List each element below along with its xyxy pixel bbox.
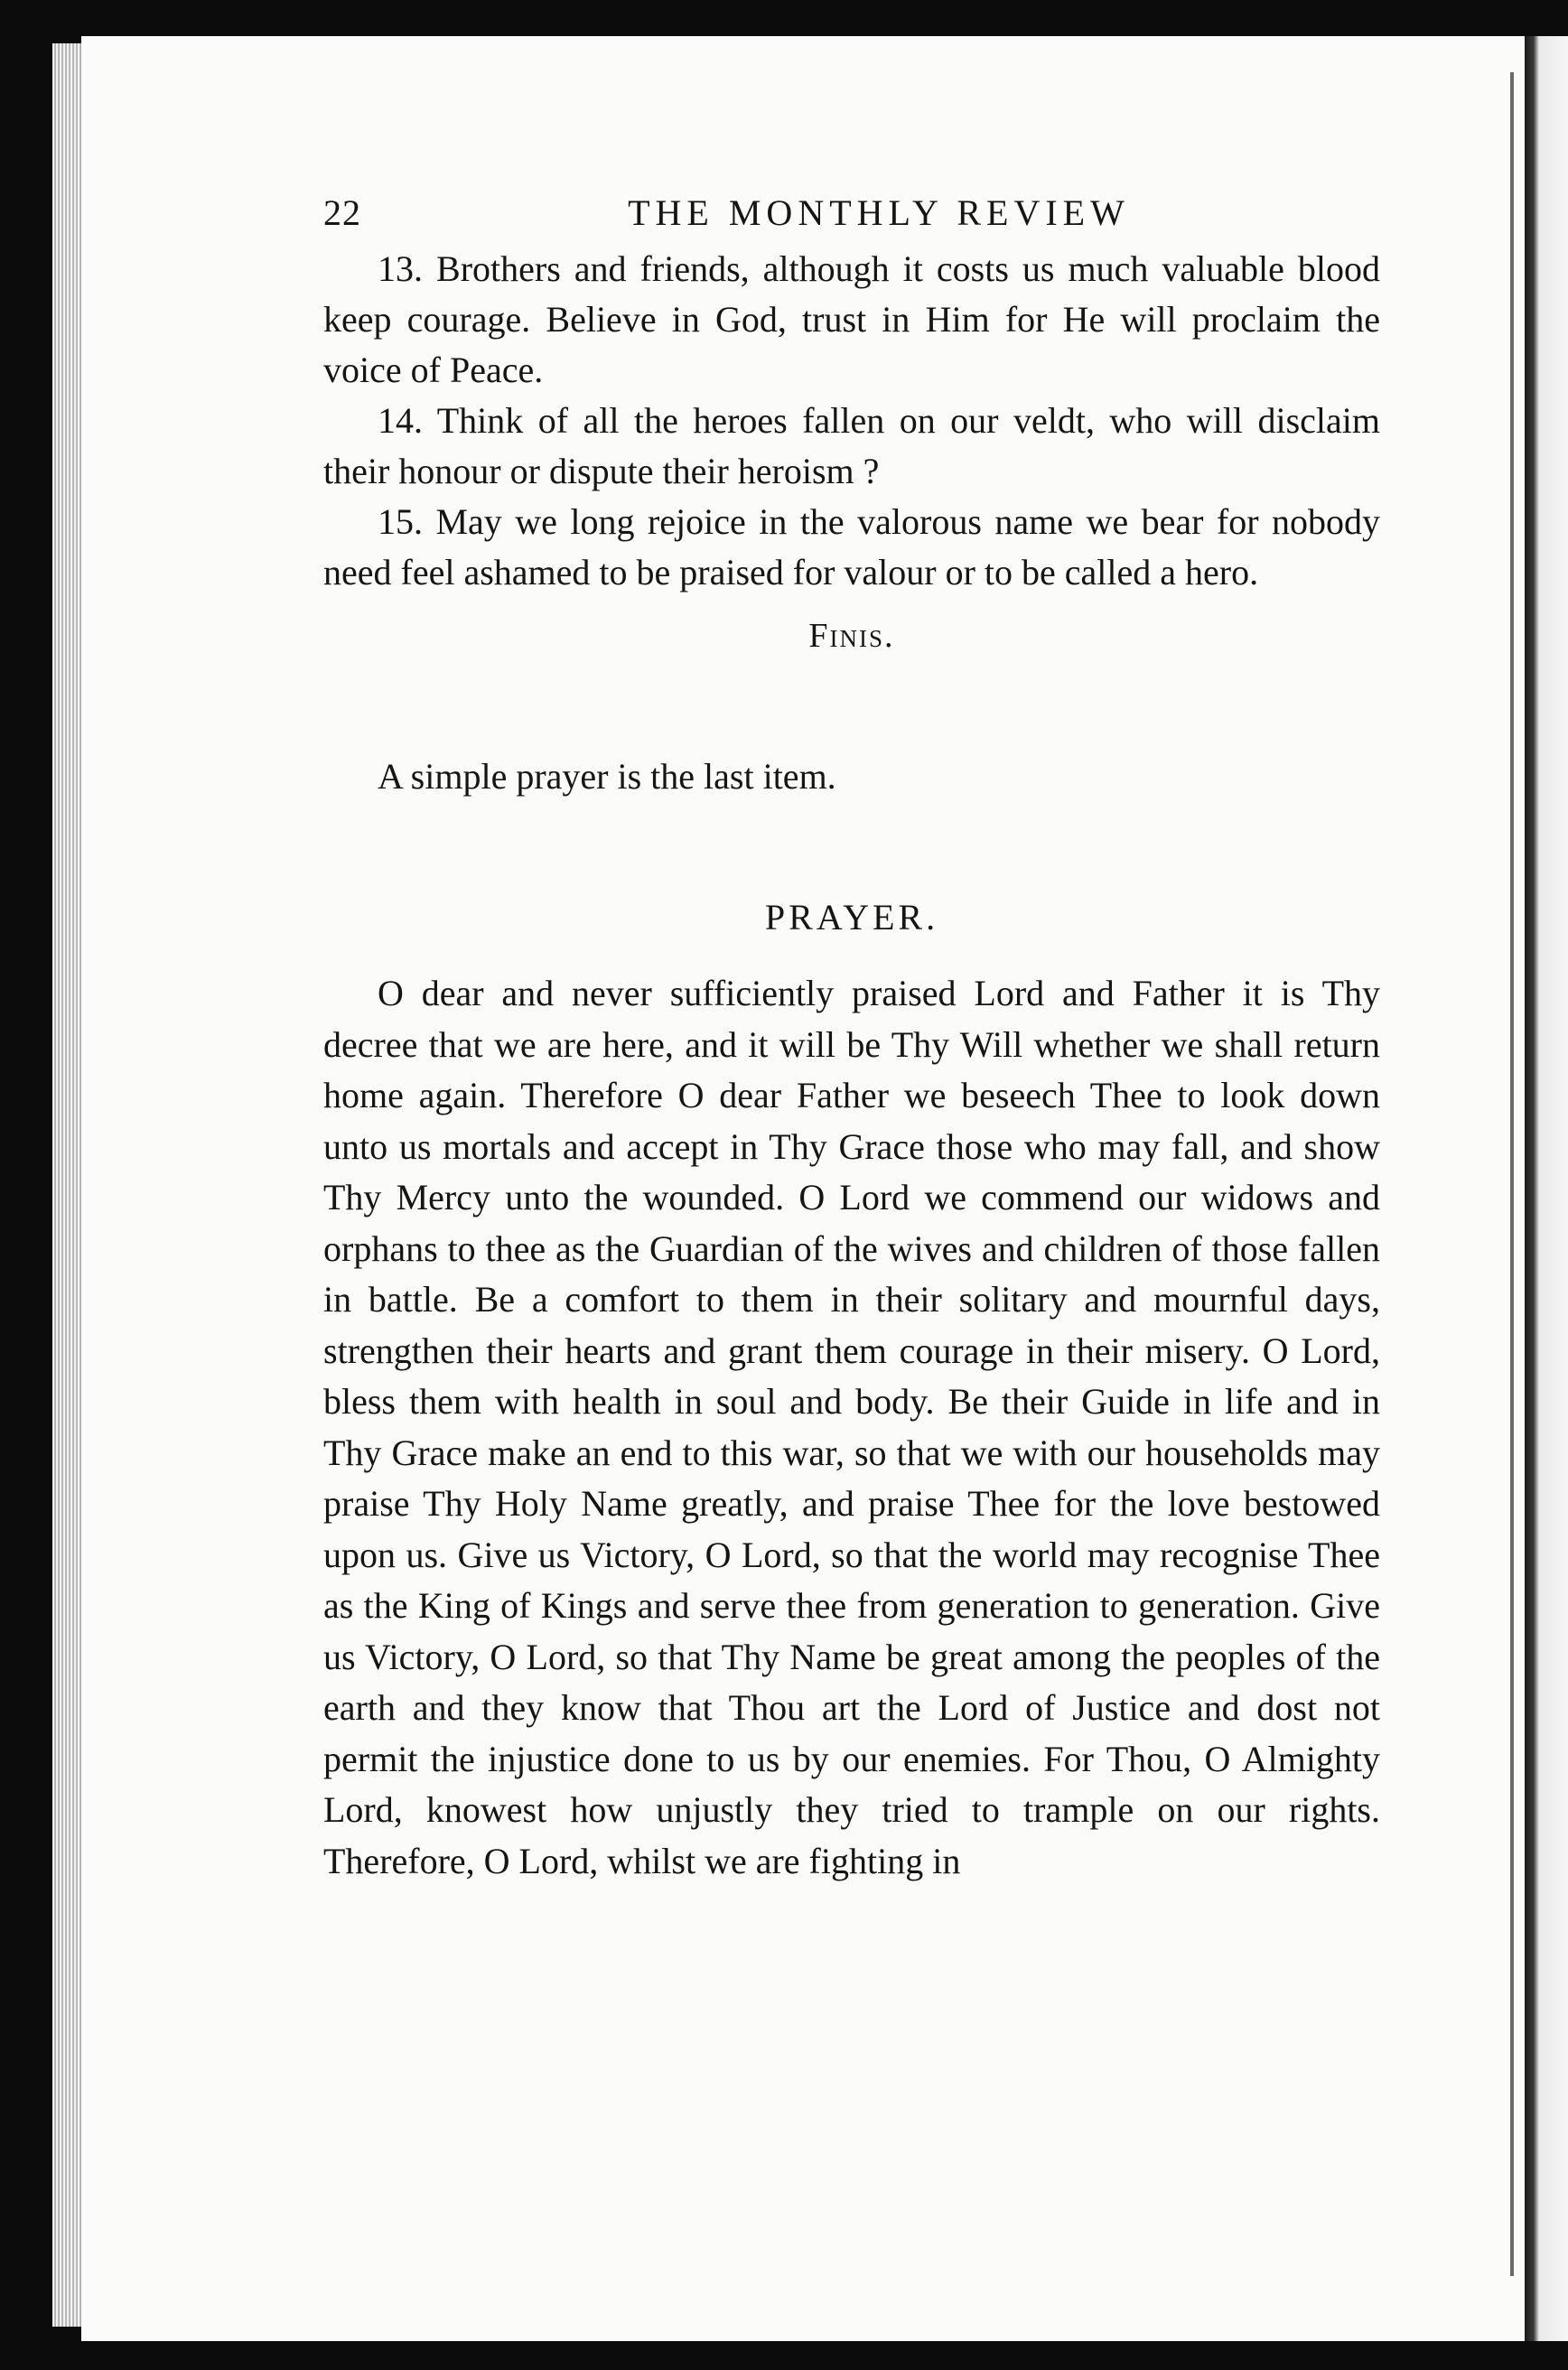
prayer-intro: A simple prayer is the last item.: [378, 756, 836, 797]
finis-label: Finis.: [808, 617, 895, 655]
page-edges: [52, 43, 85, 2327]
prayer-paragraph: O dear and never sufficiently praised Lord and Father it is Thy decree that we are here, and it will be Thy Will whether we shall return home again. Therefore O dear Father we beseech Thee to look down unto us mortals and accept in Thy Grace those who may fall, and show Thy Mercy unto the wounded. O Lord we commend our widows and orphans to thee as the Guardian of the wives and children of those fallen in battle. Be a comfort to them in their solitary and mournful days, strengthen their hearts and grant them courage in their misery. O Lord, bless them with health in soul and body. Be their Guide in life and in Thy Grace make an end to this war, so that we with our households may praise Thy Holy Name greatly, and praise Thee for the love bestowed upon us. Give us Victory, O Lord, so that the world may recognise Thee as the King of Kings and serve thee from generation to generation. Give us Victory, O Lord, so that Thy Name be great among the peoples of the earth and they know that Thou art the Lord of Justice and dost not permit the injustice done to us by our enemies. For Thou, O Almighty Lord, knowest how unjustly they tried to trample on our rights. Therefore, O Lord, whilst we are fighting in: [323, 973, 1380, 1881]
verse-list: [323, 244, 1380, 598]
page-text-area: [323, 181, 1380, 1887]
binding-shadow: [1510, 72, 1514, 2276]
book-binding: [1525, 36, 1568, 2341]
journal-title: THE MONTHLY REVIEW: [628, 192, 1130, 233]
prayer-body: [323, 968, 1380, 1887]
prayer-heading: PRAYER.: [764, 897, 939, 938]
running-head: [323, 181, 1380, 244]
page-number: 22: [323, 192, 361, 233]
verse-15: 15. May we long rejoice in the valorous name we bear for nobody need feel ashamed to be praised for valour or to be called a hero.: [323, 501, 1380, 592]
verse-14: 14. Think of all the heroes fallen on our veldt, who will disclaim their honour or dispute their heroism ?: [323, 400, 1380, 491]
verse-13: 13. Brothers and friends, although it costs us much valuable blood keep courage. Believe in God, trust in Him for He will proclaim the voice of Peace.: [323, 248, 1380, 390]
